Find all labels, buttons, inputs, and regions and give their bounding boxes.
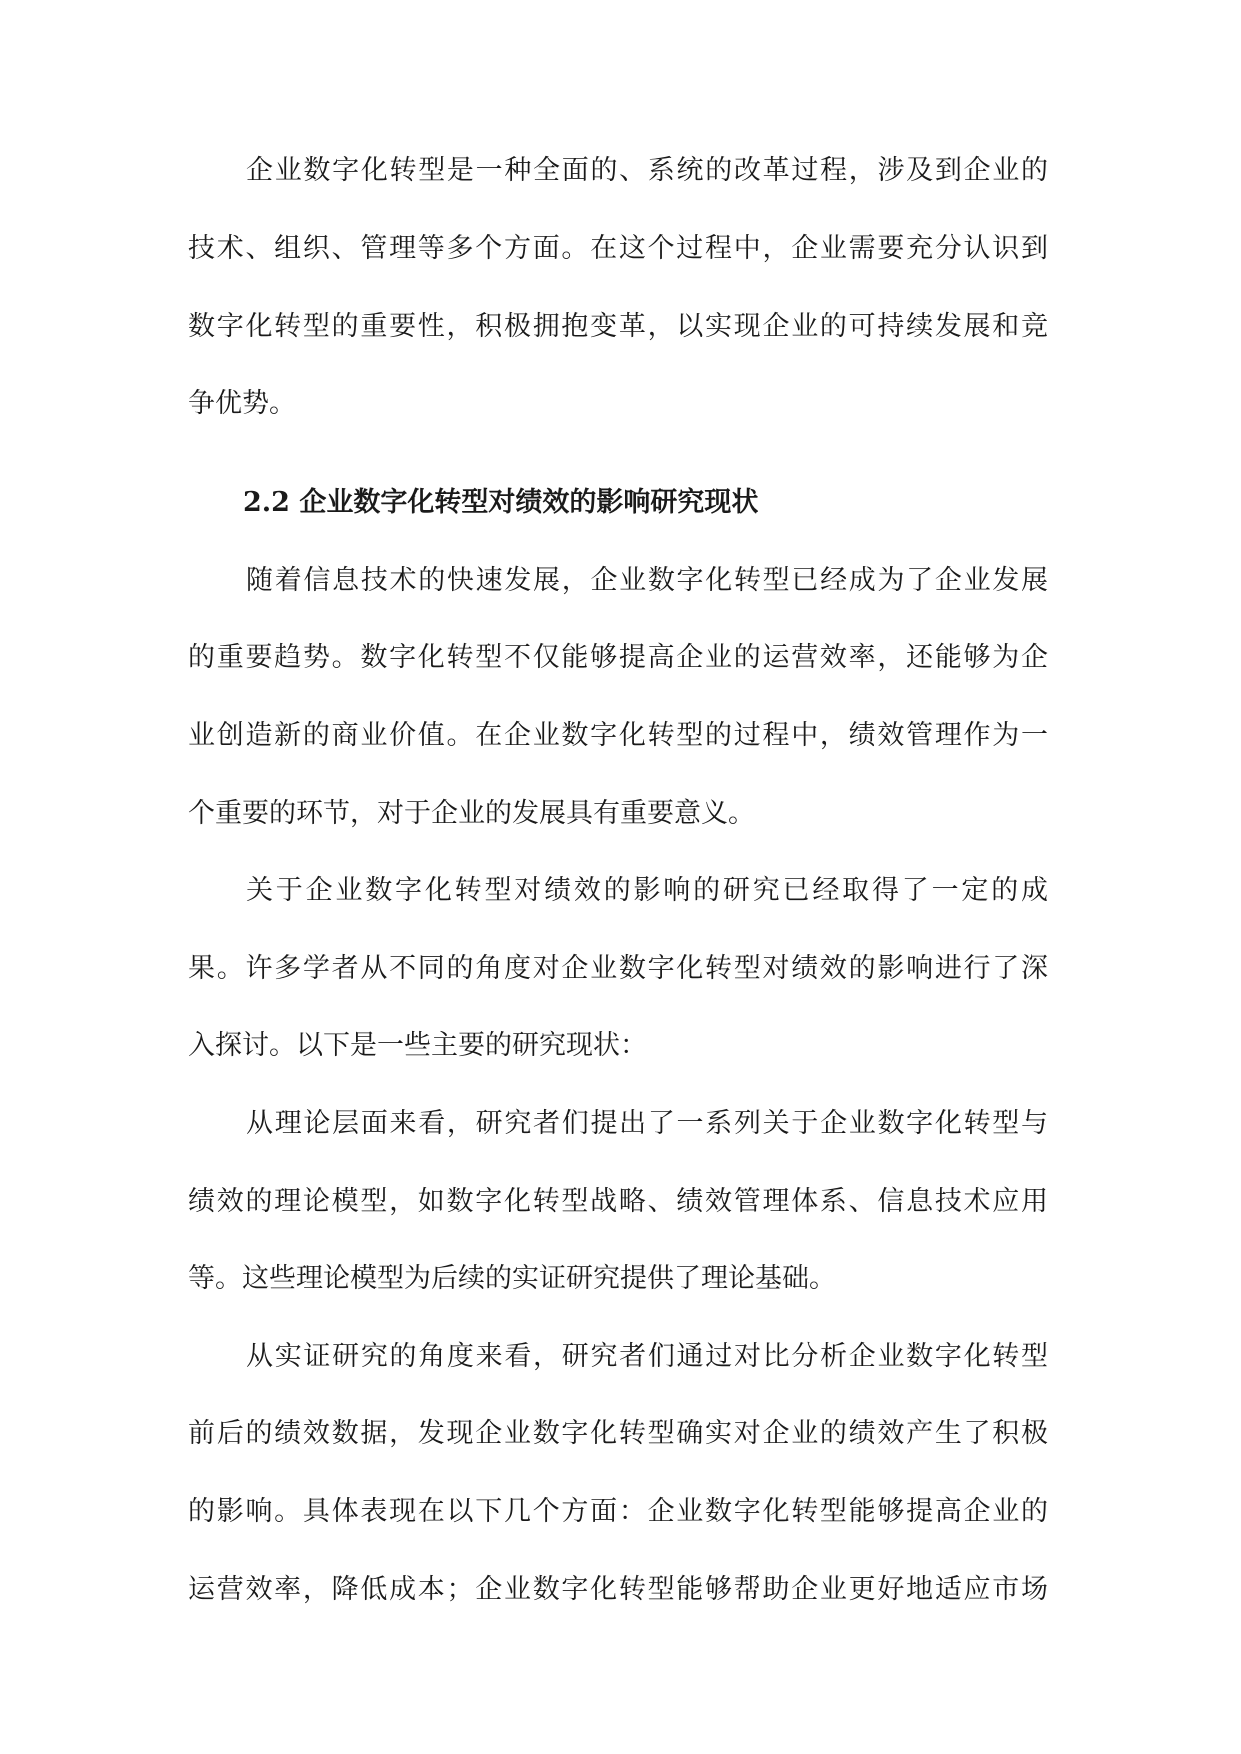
paragraph-3-line-3: 入探讨。以下是一些主要的研究现状： — [188, 1030, 647, 1061]
paragraph-4-line-2: 绩效的理论模型，如数字化转型战略、绩效管理体系、信息技术应用 — [188, 1186, 1048, 1217]
section-heading: 2.2 企业数字化转型对绩效的影响研究现状 — [243, 487, 759, 518]
paragraph-1-line-2: 技术、组织、管理等多个方面。在这个过程中，企业需要充分认识到 — [188, 233, 1048, 264]
paragraph-5-line-3: 的影响。具体表现在以下几个方面：企业数字化转型能够提高企业的 — [188, 1496, 1048, 1527]
paragraph-1-line-4: 争优势。 — [188, 388, 296, 419]
paragraph-4-line-3: 等。这些理论模型为后续的实证研究提供了理论基础。 — [188, 1263, 836, 1294]
paragraph-1-line-1: 企业数字化转型是一种全面的、系统的改革过程，涉及到企业的 — [246, 155, 1048, 186]
paragraph-2-line-2: 的重要趋势。数字化转型不仅能够提高企业的运营效率，还能够为企 — [188, 642, 1048, 673]
paragraph-3-line-2: 果。许多学者从不同的角度对企业数字化转型对绩效的影响进行了深 — [188, 953, 1048, 984]
paragraph-1-line-3: 数字化转型的重要性，积极拥抱变革，以实现企业的可持续发展和竞 — [188, 311, 1048, 342]
paragraph-3-line-1: 关于企业数字化转型对绩效的影响的研究已经取得了一定的成 — [246, 875, 1048, 906]
paragraph-2-line-1: 随着信息技术的快速发展，企业数字化转型已经成为了企业发展 — [246, 565, 1048, 596]
paragraph-5-line-2: 前后的绩效数据，发现企业数字化转型确实对企业的绩效产生了积极 — [188, 1418, 1048, 1449]
paragraph-5-line-4: 运营效率，降低成本；企业数字化转型能够帮助企业更好地适应市场 — [188, 1574, 1048, 1605]
paragraph-5-line-1: 从实证研究的角度来看，研究者们通过对比分析企业数字化转型 — [246, 1341, 1048, 1372]
paragraph-4-line-1: 从理论层面来看，研究者们提出了一系列关于企业数字化转型与 — [246, 1108, 1048, 1139]
paragraph-2-line-4: 个重要的环节，对于企业的发展具有重要意义。 — [188, 798, 755, 829]
paragraph-2-line-3: 业创造新的商业价值。在企业数字化转型的过程中，绩效管理作为一 — [188, 720, 1048, 751]
